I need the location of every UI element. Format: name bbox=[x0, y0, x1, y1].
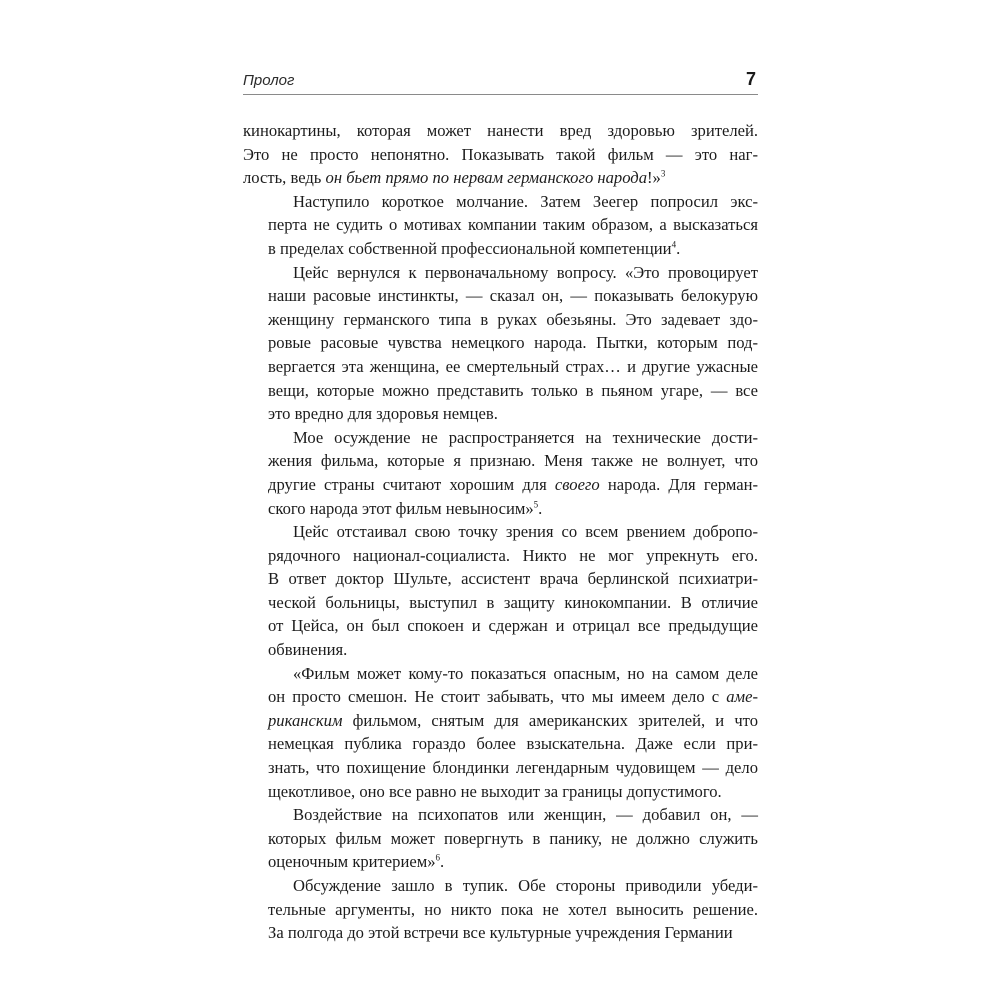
text-line: кинокартины, которая может нанести вред здоровью зрителей. bbox=[243, 121, 758, 140]
text-line: Цейс отстаивал свою точку зрения со всем рвением добропо- bbox=[293, 522, 758, 542]
text-line: ровые расовые чувства немецкого народа. Пытки, которым под- bbox=[268, 333, 758, 353]
paragraph bbox=[243, 261, 758, 426]
text-line: Воздействие на психопатов или женщин, — добавил он, — bbox=[293, 805, 758, 825]
text-line: Мое осуждение не распространяется на технические дости- bbox=[293, 427, 758, 447]
running-header bbox=[243, 68, 758, 95]
text-line: ского народа этот фильм невыносим»$^5$. bbox=[268, 498, 543, 518]
footnote-ref: 4 bbox=[671, 239, 677, 250]
page-number: 7 bbox=[745, 69, 756, 89]
text-line: щекотливое, оно все равно не выходит за границы допустимого. bbox=[268, 781, 722, 801]
text-line: ческой больницы, выступил в защиту кинокомпании. В отличие bbox=[268, 592, 758, 612]
text-line: Обсуждение зашло в тупик. Обе стороны приводили убеди- bbox=[293, 876, 758, 895]
running-title: Пролог bbox=[243, 72, 295, 89]
footnote-ref: 3 bbox=[660, 168, 666, 179]
text-line: За полгода до этой встречи все культурные учреждения Германии bbox=[268, 923, 733, 943]
text-line: Это не просто непонятно. Показывать такой фильм — это наг- bbox=[243, 144, 758, 164]
text-line: риканским фильмом, снятым для американских зрителей, и что bbox=[268, 710, 758, 730]
text-line: Цейс вернулся к первоначальному вопросу. «Это провоцирует bbox=[293, 262, 758, 282]
text-line: от Цейса, он был спокоен и сдержан и отрицал все предыдущие bbox=[268, 616, 758, 636]
text-line: немецкая публика гораздо более взыскательна. Даже если при- bbox=[268, 734, 758, 754]
paragraph bbox=[243, 520, 758, 662]
paragraph bbox=[243, 803, 758, 874]
emphasis: своего bbox=[554, 474, 600, 494]
text-line: наши расовые инстинкты, — сказал он, — показывать белокурую bbox=[268, 286, 758, 306]
text-line: в пределах собственной профессиональной компетенции$^4$. bbox=[268, 238, 681, 258]
text-line: другие страны считают хорошим для своего народа. Для герман- bbox=[268, 474, 758, 494]
text-line: оценочным критерием»$^6$. bbox=[268, 852, 445, 872]
text-line: вещи, которые можно представить только в пьяном угаре, — все bbox=[268, 380, 758, 400]
text-line: перта не судить о мотивах компании таким образом, а высказаться bbox=[268, 215, 758, 235]
paragraph bbox=[243, 662, 758, 804]
text-line: вергается эта женщина, ее смертельный страх… и другие ужасные bbox=[268, 356, 758, 376]
paragraph bbox=[243, 874, 758, 945]
emphasis: аме- bbox=[726, 687, 758, 707]
text-line: рядочного национал-социалиста. Никто не мог упрекнуть его. bbox=[268, 545, 758, 565]
footnote-ref: 6 bbox=[435, 852, 441, 863]
text-line: В ответ доктор Шульте, ассистент врача берлинской психиатри- bbox=[268, 569, 758, 589]
text-line: это вредно для здоровья немцев. bbox=[268, 404, 498, 424]
text-line: знать, что похищение блондинки легендарным чудовищем — дело bbox=[268, 758, 758, 778]
emphasis: он бьет прямо по нервам германского народа bbox=[325, 168, 647, 188]
text-line: тельные аргументы, но никто пока не хотел выносить решение. bbox=[268, 899, 758, 919]
text-line: он просто смешон. Не стоит забывать, что мы имеем дело с аме- bbox=[268, 687, 758, 707]
footnote-ref: 5 bbox=[533, 498, 539, 509]
paragraph bbox=[243, 119, 758, 190]
paragraph bbox=[243, 426, 758, 520]
paragraph bbox=[243, 190, 758, 261]
text-line: лость, ведь он бьет прямо по нервам германского народа!»$^3$ bbox=[243, 168, 666, 188]
text-line: женщину германского типа в руках обезьяны. Это задевает здо- bbox=[268, 309, 758, 329]
text-line: жения фильма, которые я признаю. Меня также не волнует, что bbox=[268, 451, 758, 471]
text-line: Наступило короткое молчание. Затем Зеегер попросил экс- bbox=[293, 191, 758, 211]
text-line: которых фильм может повергнуть в панику, не должно служить bbox=[268, 828, 758, 848]
text-line: «Фильм может кому-то показаться опасным, но на самом деле bbox=[293, 663, 758, 683]
body-text bbox=[243, 119, 758, 945]
emphasis: риканским bbox=[268, 710, 343, 730]
text-line: обвинения. bbox=[268, 640, 348, 660]
